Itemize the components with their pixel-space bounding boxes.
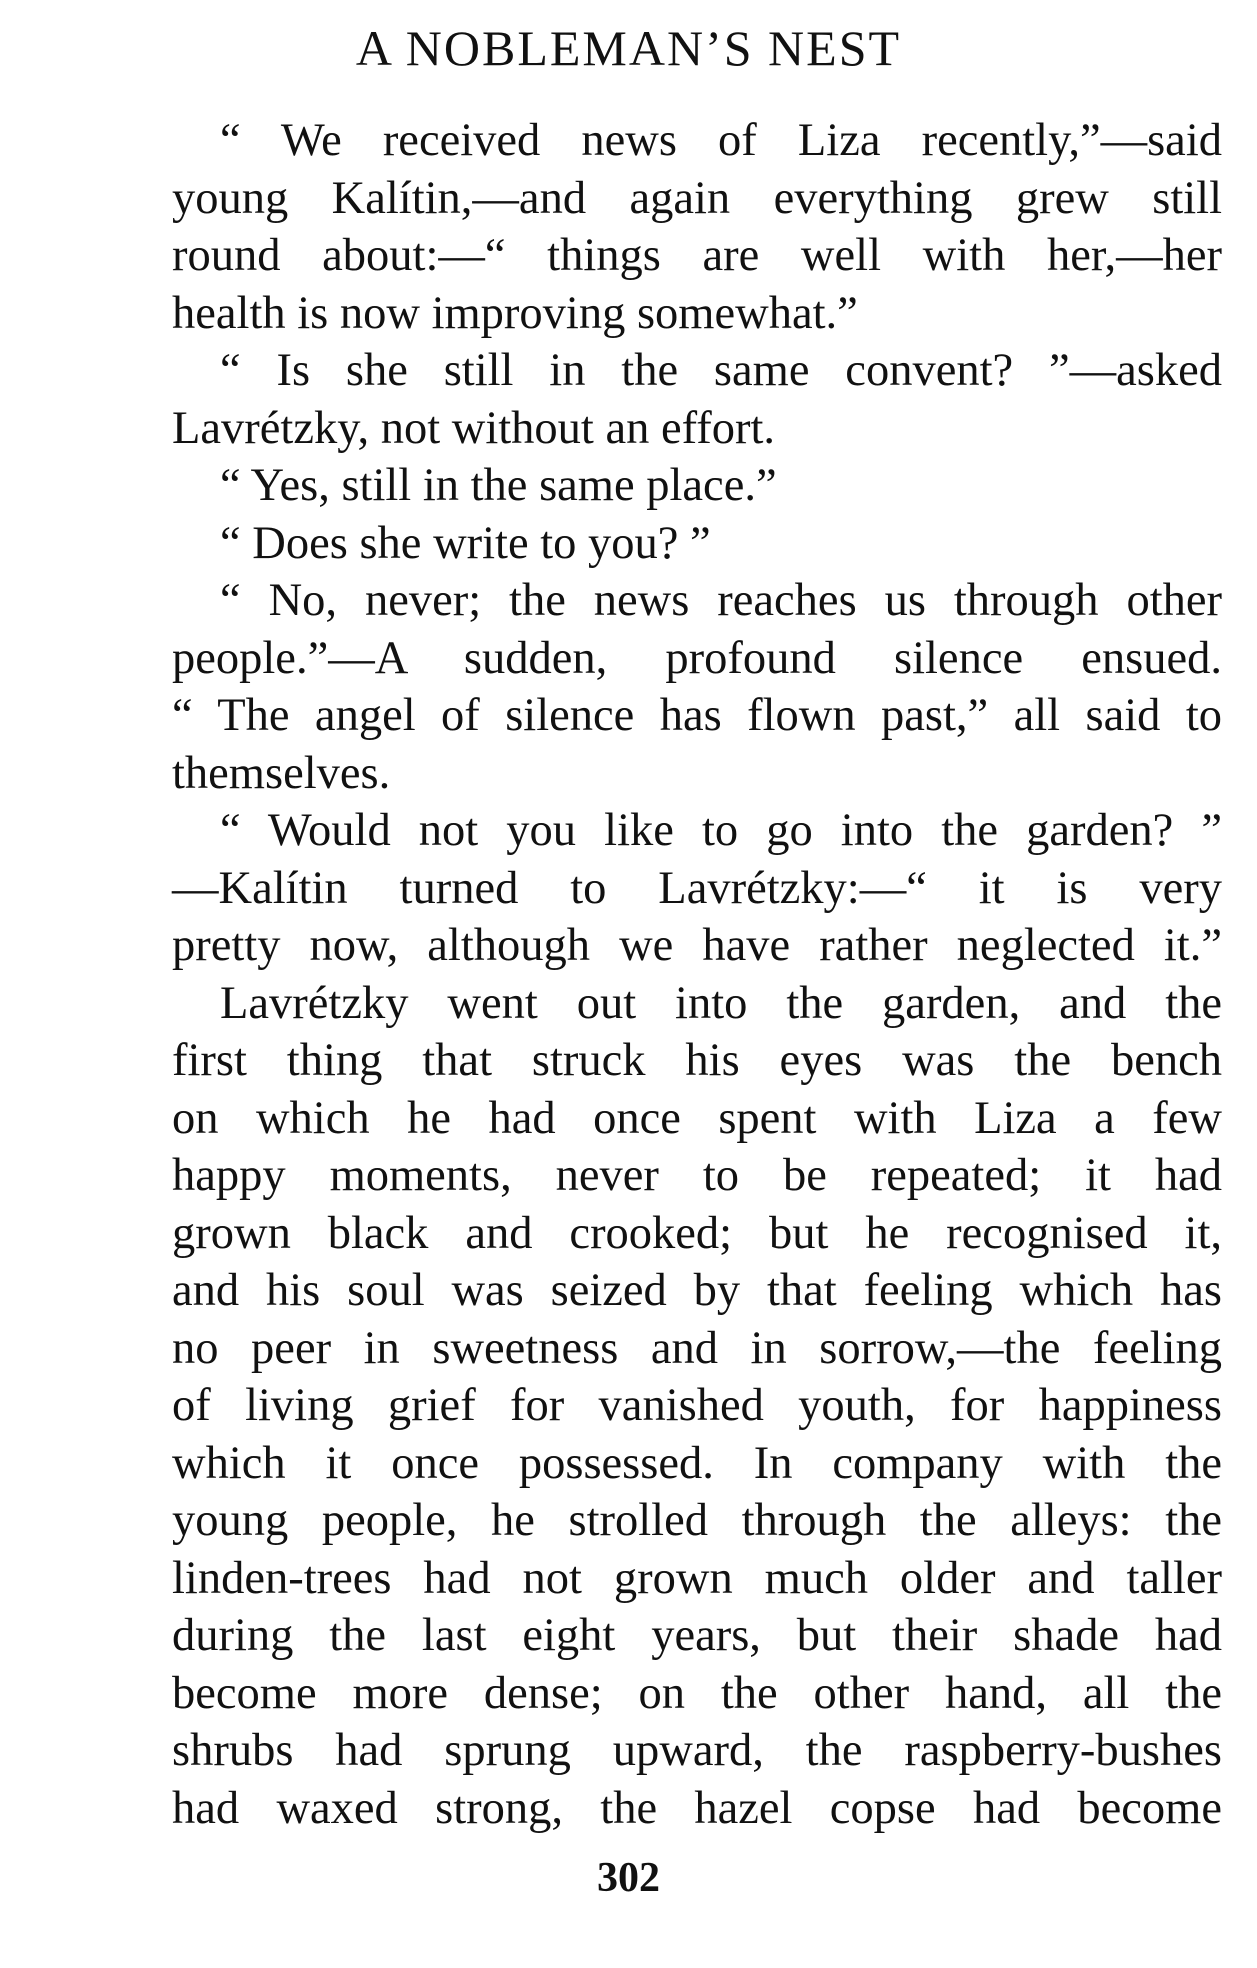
text-line: on which he had once spent with Liza a few xyxy=(172,1092,1222,1144)
text-line: “ The angel of silence has flown past,” all said to xyxy=(172,690,1222,741)
text-line: young people, he strolled through the alleys: the xyxy=(172,1495,1222,1546)
text-line: “ No, never; the news reaches us through other xyxy=(220,575,1222,626)
text-line: no peer in sweetness and in sorrow,—the feeling xyxy=(172,1322,1222,1374)
text-line: pretty now, although we have rather neglected it.” xyxy=(172,920,1222,971)
text-line: Lavrétzky, not without an effort. xyxy=(172,402,776,454)
text-line: young Kalítin,—and again everything grew still xyxy=(172,172,1222,224)
page-number: 302 xyxy=(597,1855,660,1901)
text-line: “ Yes, still in the same place.” xyxy=(220,460,777,511)
text-line: and his soul was seized by that feeling which has xyxy=(172,1265,1222,1316)
text-line: first thing that struck his eyes was the bench xyxy=(172,1035,1222,1086)
text-line: grown black and crooked; but he recognised it, xyxy=(172,1207,1222,1259)
text-line: linden-trees had not grown much older and taller xyxy=(172,1552,1222,1604)
text-line: people.”—A sudden, profound silence ensued. xyxy=(172,632,1222,684)
text-line: “ Would not you like to go into the garden? ” xyxy=(220,805,1222,856)
text-line: become more dense; on the other hand, all the xyxy=(172,1667,1222,1719)
text-line: themselves. xyxy=(172,747,391,799)
text-line: health is now improving somewhat.” xyxy=(172,287,858,339)
text-line: happy moments, never to be repeated; it had xyxy=(172,1150,1222,1201)
text-line: “ We received news of Liza recently,”—said xyxy=(220,115,1222,166)
text-line: round about:—“ things are well with her,—her xyxy=(172,230,1222,281)
text-line: —Kalítin turned to Lavrétzky:—“ it is very xyxy=(172,862,1222,914)
text-line: “ Is she still in the same convent? ”—asked xyxy=(220,345,1222,396)
text-line: had waxed strong, the hazel copse had become xyxy=(172,1782,1222,1834)
running-head: A NOBLEMAN’S NEST xyxy=(355,20,902,76)
body-text xyxy=(172,112,1222,1837)
text-line: Lavrétzky went out into the garden, and the xyxy=(220,977,1222,1029)
text-line: during the last eight years, but their shade had xyxy=(172,1610,1222,1661)
text-line: which it once possessed. In company with the xyxy=(172,1437,1222,1489)
text-line: shrubs had sprung upward, the raspberry-bushes xyxy=(172,1725,1222,1776)
text-line: “ Does she write to you? ” xyxy=(220,517,711,569)
text-line: of living grief for vanished youth, for happiness xyxy=(172,1380,1222,1431)
